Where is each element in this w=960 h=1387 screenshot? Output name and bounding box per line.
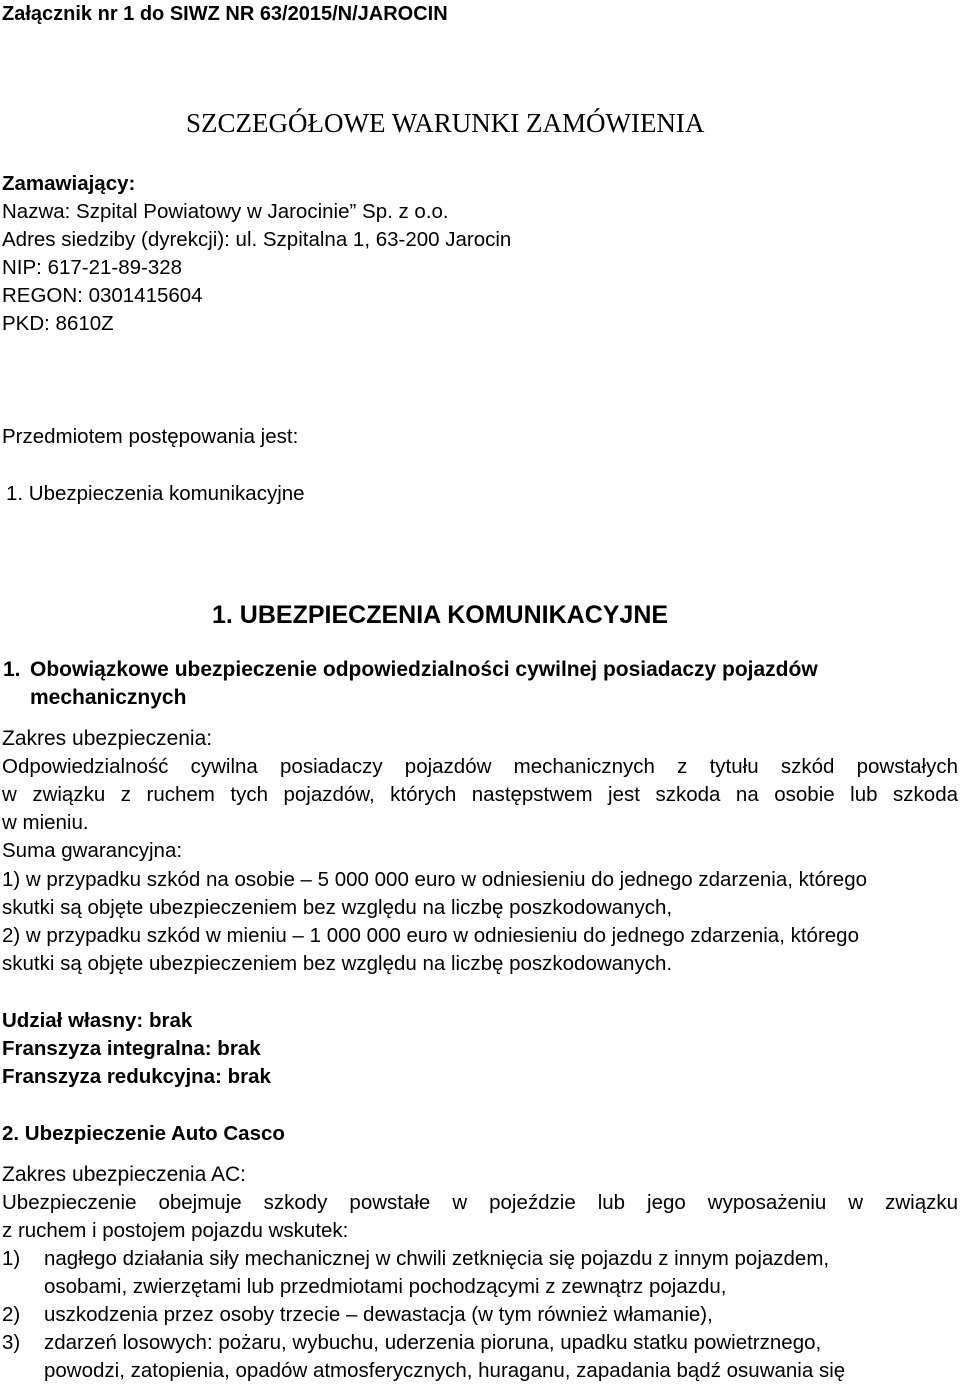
subsection-1-title-line1: Obowiązkowe ubezpieczenie odpowiedzialności cywilnej posiadaczy pojazdów — [30, 658, 818, 681]
attachment-header: Załącznik nr 1 do SIWZ NR 63/2015/N/JAROCIN — [2, 3, 448, 25]
authority-address: Adres siedziby (dyrekcji): ul. Szpitalna 1, 63-200 Jarocin — [2, 228, 512, 251]
sum-insured-line2: skutki są objęte ubezpieczeniem bez względu na liczbę poszkodowanych, — [2, 896, 673, 919]
ac-item-3-number: 3) — [2, 1331, 21, 1354]
ac-item-1-line1: nagłego działania siły mechanicznej w chwili zetknięcia się pojazdu z innym pojazdem, — [44, 1247, 830, 1270]
sum-insured-line4: skutki są objęte ubezpieczeniem bez względu na liczbę poszkodowanych. — [2, 952, 673, 975]
ac-item-1-number: 1) — [2, 1247, 21, 1270]
ac-scope-label: Zakres ubezpieczenia AC: — [2, 1163, 246, 1186]
authority-regon: REGON: 0301415604 — [2, 284, 203, 307]
authority-pkd: PKD: 8610Z — [2, 312, 114, 335]
subsection-1-title-line2: mechanicznych — [30, 686, 187, 709]
ac-scope-line1: Ubezpieczenie obejmuje szkody powstałe w pojeździe lub jego wyposażeniu w związku — [2, 1191, 958, 1214]
sum-insured-line3: 2) w przypadku szkód w mieniu – 1 000 000 euro w odniesieniu do jednego zdarzenia, którego — [2, 924, 859, 947]
authority-nip: NIP: 617-21-89-328 — [2, 256, 183, 279]
authority-name: Nazwa: Szpital Powiatowy w Jarocinie” Sp. z o.o. — [2, 200, 449, 223]
ac-scope-line2: z ruchem i postojem pojazdu wskutek: — [2, 1219, 349, 1242]
subject-item-1: 1. Ubezpieczenia komunikacyjne — [6, 482, 305, 505]
coverage-scope-line3: w mieniu. — [2, 811, 89, 834]
sum-insured-label: Suma gwarancyjna: — [2, 839, 183, 862]
coverage-scope-label: Zakres ubezpieczenia: — [2, 727, 213, 750]
subsection-1-number: 1. — [3, 658, 21, 681]
contracting-authority-label: Zamawiający: — [2, 172, 136, 195]
ac-item-2-line1: uszkodzenia przez osoby trzecie – dewastacja (w tym również włamanie), — [44, 1303, 713, 1326]
franchise-integral: Franszyza integralna: brak — [2, 1037, 261, 1060]
subsection-2-heading: 2. Ubezpieczenie Auto Casco — [2, 1122, 285, 1145]
ac-item-2-number: 2) — [2, 1303, 21, 1326]
document-title: SZCZEGÓŁOWE WARUNKI ZAMÓWIENIA — [186, 108, 705, 138]
deductible: Udział własny: brak — [2, 1009, 193, 1032]
sum-insured-line1: 1) w przypadku szkód na osobie – 5 000 000 euro w odniesieniu do jednego zdarzenia, którego — [2, 868, 867, 891]
ac-item-3-line2: powodzi, zatopienia, opadów atmosferycznych, huraganu, zapadania bądź osuwania się — [44, 1359, 846, 1382]
ac-item-1-line2: osobami, zwierzętami lub przedmiotami pochodzącymi z zewnątrz pojazdu, — [44, 1275, 727, 1298]
subject-intro: Przedmiotem postępowania jest: — [2, 425, 299, 448]
coverage-scope-line2: w związku z ruchem tych pojazdów, których następstwem jest szkoda na osobie lub szkoda — [2, 783, 958, 806]
section-heading-vehicle-insurance: 1. UBEZPIECZENIA KOMUNIKACYJNE — [212, 601, 669, 629]
coverage-scope-line1: Odpowiedzialność cywilna posiadaczy pojazdów mechanicznych z tytułu szkód powstałych — [2, 755, 958, 778]
ac-item-3-line1: zdarzeń losowych: pożaru, wybuchu, uderzenia pioruna, upadku statku powietrznego, — [44, 1331, 822, 1354]
franchise-reducing: Franszyza redukcyjna: brak — [2, 1065, 271, 1088]
